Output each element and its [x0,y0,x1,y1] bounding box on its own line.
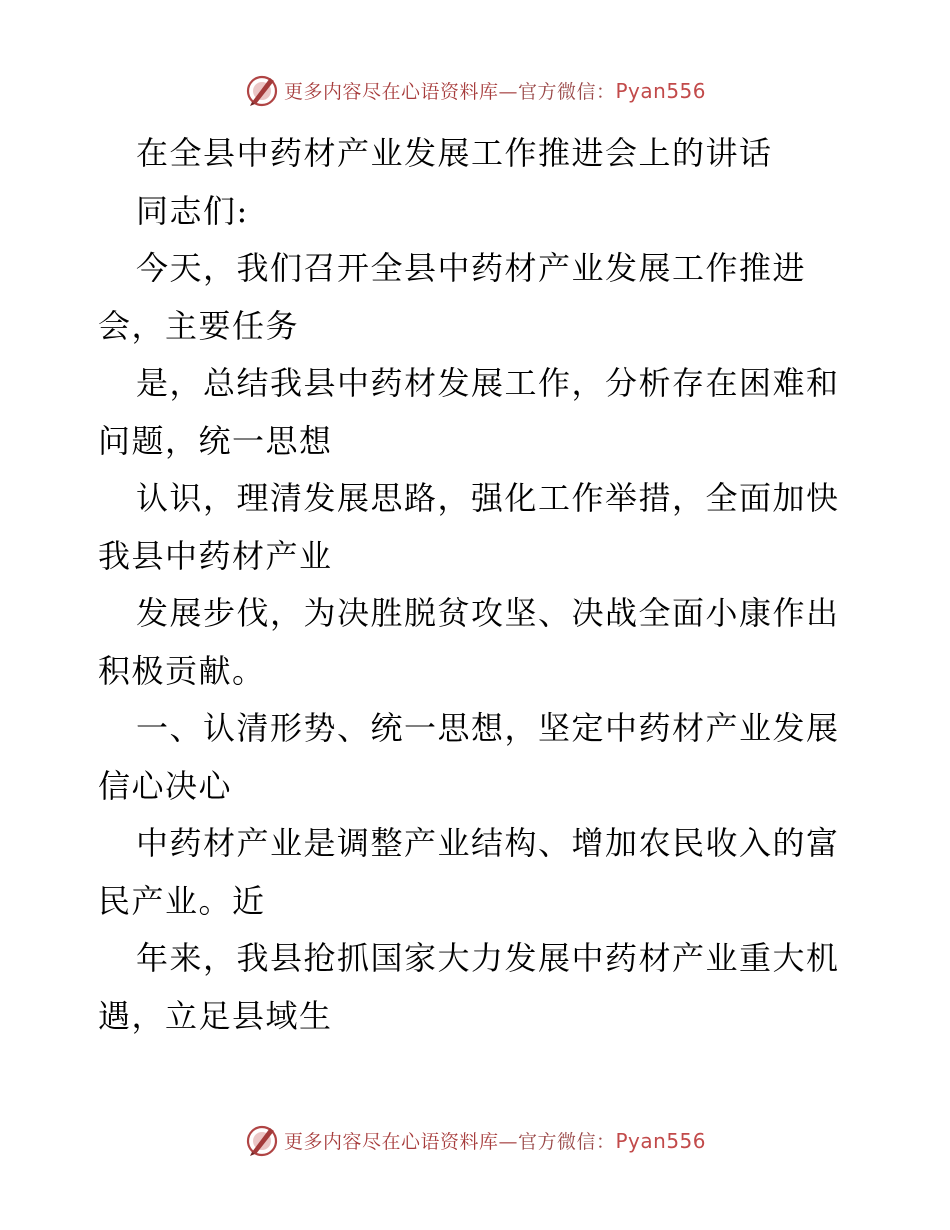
pen-logo-icon [244,72,280,108]
paragraph-line: 在全县中药材产业发展工作推进会上的讲话 [136,134,773,172]
paragraph-line: 是，总结我县中药材发展工作，分析存在困难和 [136,364,840,402]
header-banner [0,70,950,110]
banner-promo: 更多内容尽在心语资料库 [283,80,499,103]
paragraph-line: 今天，我们召开全县中药材产业发展工作推进 [136,249,807,287]
paragraph-line: 发展步伐，为决胜脱贫攻坚、决战全面小康作出 [136,594,840,632]
paragraph-line: 遇，立足县域生 [98,996,333,1035]
paragraph-line: 一、认清形势、统一思想，坚定中药材产业发展 [136,709,840,747]
banner-wechat-id: Pyan556 [615,1128,707,1153]
paragraph-line: 问题，统一思想 [98,421,333,460]
paragraph-line: 年来，我县抢抓国家大力发展中药材产业重大机 [136,939,840,977]
paragraph-line: 民产业。近 [98,881,266,920]
paragraph-line: 同志们: [136,191,249,230]
banner-separator: — [498,1130,518,1153]
banner-separator: — [498,80,518,103]
banner-wechat-label: 官方微信： [517,80,616,103]
banner-wechat-id: Pyan556 [615,78,707,103]
paragraph-line: 中药材产业是调整产业结构、增加农民收入的富 [136,824,840,862]
paragraph-line: 信心决心 [98,766,233,805]
banner-text [284,1127,706,1154]
banner-promo: 更多内容尽在心语资料库 [283,1130,499,1153]
paragraph-line: 积极贡献。 [98,651,266,690]
paragraph-line: 会，主要任务 [98,306,300,345]
footer-banner [0,1120,950,1160]
banner-wechat-label: 官方微信： [517,1130,616,1153]
paragraph-line: 认识，理清发展思路，强化工作举措，全面加快 [136,479,840,517]
pen-logo-icon [244,1122,280,1158]
banner-text [284,77,706,104]
document-body [98,125,858,1045]
paragraph-line: 我县中药材产业 [98,536,333,575]
